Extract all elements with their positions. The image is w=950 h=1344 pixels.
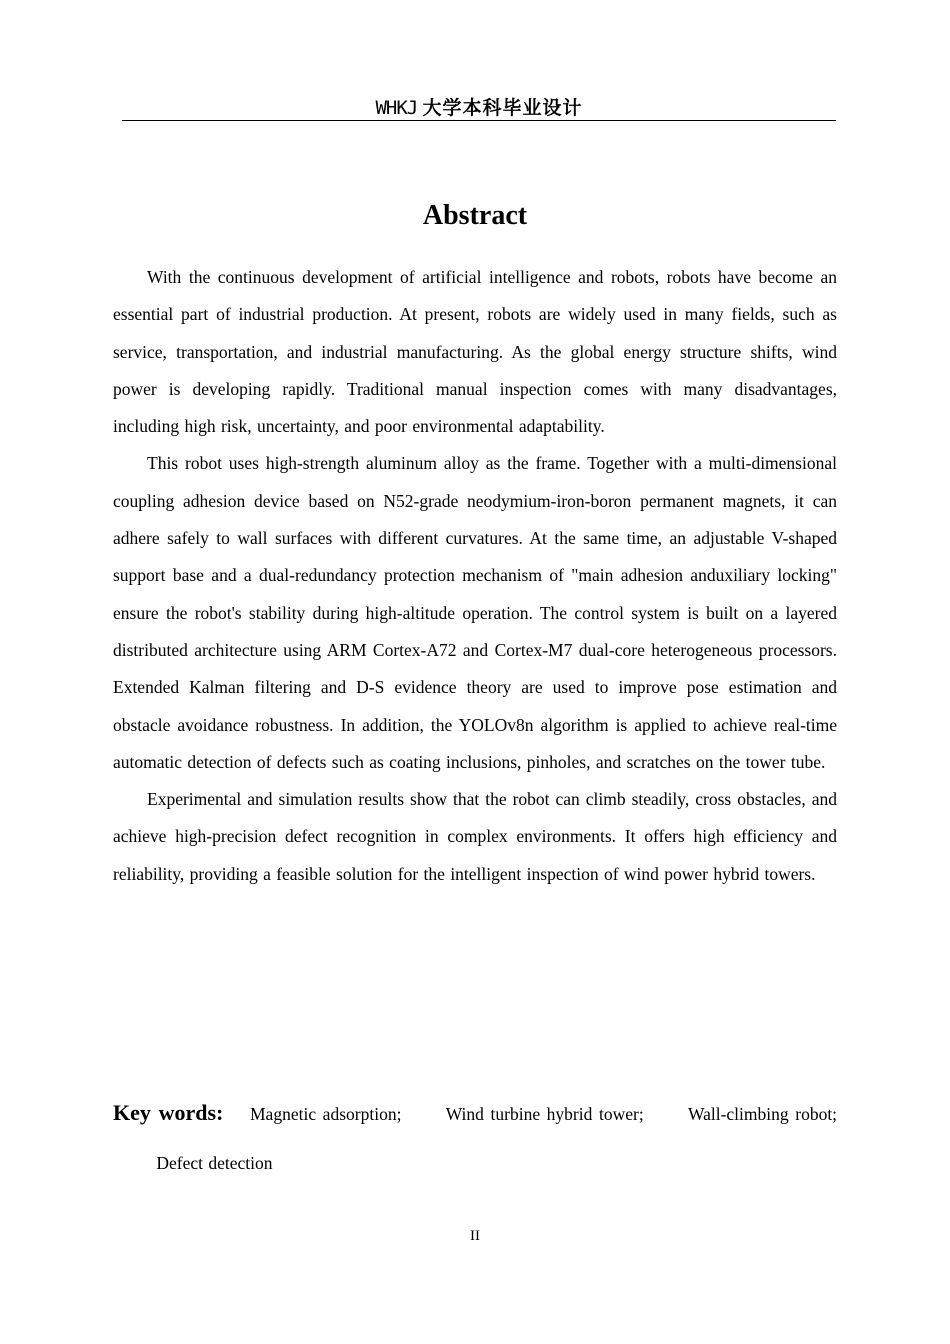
keywords-line	[113, 1088, 837, 1188]
keyword-1: Magnetic adsorption;	[250, 1104, 402, 1124]
page-title: Abstract	[422, 200, 528, 231]
abstract-paragraph-2: This robot uses high-strength aluminum alloy as the frame. Together with a multi-dimensional coupling adhesion device based on N52-grade neodymium-iron-boron permanent magnets, it can adhere safely to wall surfaces with different curvatures. At the same time, an adjustable V-shaped support base and a dual-redundancy protection mechanism of "main adhesion anduxiliary locking" ensure the robot's stability during high-altitude operation. The control system is built on a layered distributed architecture using ARM Cortex-A72 and Cortex-M7 dual-core heterogeneous processors. Extended Kalman filtering and D-S evidence theory are used to improve pose estimation and obstacle avoidance robustness. In addition, the YOLOv8n algorithm is applied to achieve real-time automatic detection of defects such as coating inclusions, pinholes, and scratches on the tower tube.	[113, 453, 837, 772]
keywords-label: Key words:	[113, 1100, 224, 1125]
abstract-body	[113, 259, 837, 893]
abstract-paragraph-1: With the continuous development of artificial intelligence and robots, robots have become an essential part of industrial production. At present, robots are widely used in many fields, such as service, transportation, and industrial manufacturing. As the global energy structure shifts, wind power is developing rapidly. Traditional manual inspection comes with many disadvantages, including high risk, uncertainty, and poor environmental adaptability.	[113, 267, 837, 437]
abstract-paragraph-3: Experimental and simulation results show that the robot can climb steadily, cross obstacles, and achieve high-precision defect recognition in complex environments. It offers high efficiency and reliability, providing a feasible solution for the intelligent inspection of wind power hybrid towers.	[113, 789, 837, 884]
header-institution-code: WHKJ	[375, 97, 418, 119]
keyword-2: Wind turbine hybrid tower;	[445, 1104, 644, 1124]
keyword-3: Wall-climbing robot;	[687, 1104, 838, 1124]
page-number: II	[470, 1228, 480, 1244]
keyword-4: Defect detection	[156, 1153, 273, 1173]
header-document-type: 大学本科毕业设计	[422, 97, 583, 119]
header-rule	[122, 120, 836, 121]
running-header	[122, 94, 836, 121]
